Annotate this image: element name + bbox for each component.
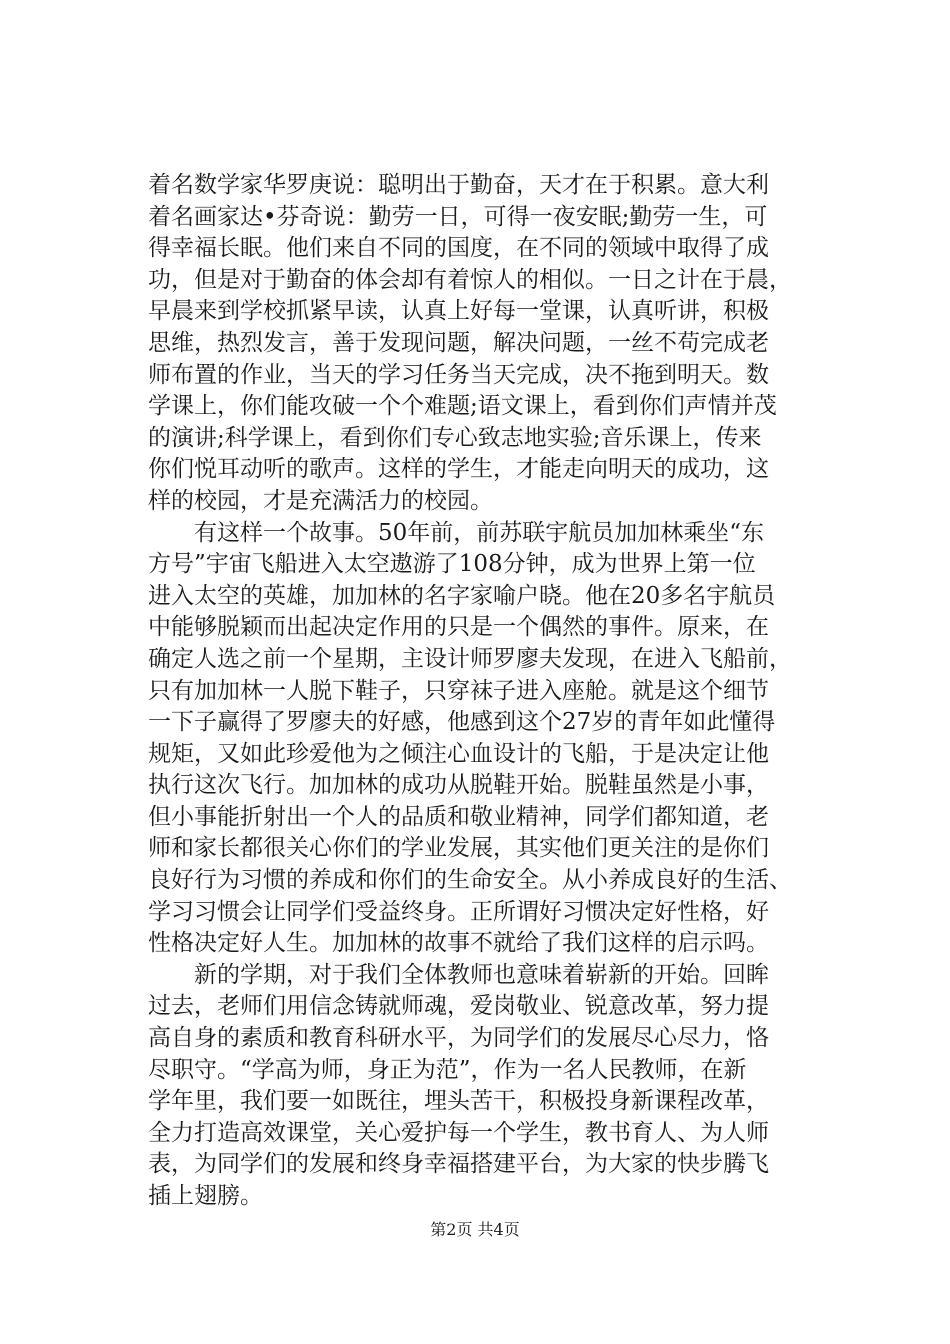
text-line: 执行这次飞行。加加林的成功从脱鞋开始。脱鞋虽然是小事， [148,772,769,799]
text-line: 插上翅膀。 [148,1183,263,1209]
text-line: 良好行为习惯的养成和你们的生命安全。从小养成良好的生活、 [148,867,792,894]
body-text [148,170,828,1213]
text-line: 样的校园，才是充满活力的校园。 [148,487,493,514]
text-line: 只有加加林一人脱下鞋子，只穿袜子进入座舱。就是这个细节 [148,677,769,704]
text-line: 高自身的素质和教育科研水平，为同学们的发展尽心尽力，恪 [148,1025,769,1052]
text-line: 的演讲;科学课上，看到你们专心致志地实验;音乐课上，传来 [148,424,762,451]
text-line: 规矩，又如此珍爱他为之倾注心血设计的飞船，于是决定让他 [148,740,769,767]
text-line: 性格决定好人生。加加林的故事不就给了我们这样的启示吗。 [148,930,769,957]
page-footer: 第2页 共4页 [430,1220,520,1239]
text-line: 师布置的作业，当天的学习任务当天完成，决不拖到明天。数 [148,361,769,388]
text-line: 学课上，你们能攻破一个个难题;语文课上，看到你们声情并茂 [148,393,777,420]
text-line: 表，为同学们的发展和终身幸福搭建平台，为大家的快步腾飞 [148,1151,769,1178]
text-line: 着名画家达•芬奇说：勤劳一日，可得一夜安眠;勤劳一生，可 [148,203,768,230]
text-line: 早晨来到学校抓紧早读，认真上好每一堂课，认真听讲，积极 [148,298,769,325]
text-line: 中能够脱颖而出起决定作用的只是一个偶然的事件。原来，在 [148,614,769,641]
text-line: 有这样一个故事。50年前，前苏联宇航员加加林乘坐“东 [148,519,765,546]
text-line: 一下子赢得了罗廖夫的好感，他感到这个27岁的青年如此懂得 [148,709,776,736]
text-line: 学年里，我们要一如既往，埋头苦干，积极投身新课程改革， [148,1088,769,1115]
text-line: 学习习惯会让同学们受益终身。正所谓好习惯决定好性格，好 [148,898,769,925]
text-line: 思维，热烈发言，善于发现问题，解决问题，一丝不苟完成老 [148,329,769,356]
text-line: 新的学期，对于我们全体教师也意味着崭新的开始。回眸 [148,961,769,988]
text-line: 进入太空的英雄，加加林的名字家喻户晓。他在20多名宇航员 [148,582,776,609]
text-line: 着名数学家华罗庚说：聪明出于勤奋，天才在于积累。意大利 [148,172,769,198]
text-line: 师和家长都很关心你们的学业发展，其实他们更关注的是你们 [148,835,769,862]
text-line: 你们悦耳动听的歌声。这样的学生，才能走向明天的成功，这 [148,456,769,483]
text-line: 得幸福长眠。他们来自不同的国度，在不同的领域中取得了成 [148,235,769,262]
text-line: 确定人选之前一个星期，主设计师罗廖夫发现，在进入飞船前， [148,645,792,672]
text-line: 尽职守。“学高为师，身正为范”，作为一名人民教师，在新 [148,1056,747,1083]
text-line: 方号”宇宙飞船进入太空遨游了108分钟，成为世界上第一位 [148,551,756,578]
text-line: 过去，老师们用信念铸就师魂，爱岗敬业、锐意改革，努力提 [148,993,769,1020]
text-line: 但小事能折射出一个人的品质和敬业精神，同学们都知道，老 [148,803,769,830]
text-line: 全力打造高效课堂，关心爱护每一个学生，教书育人、为人师 [148,1119,769,1146]
text-line: 功，但是对于勤奋的体会却有着惊人的相似。一日之计在于晨， [148,266,792,293]
